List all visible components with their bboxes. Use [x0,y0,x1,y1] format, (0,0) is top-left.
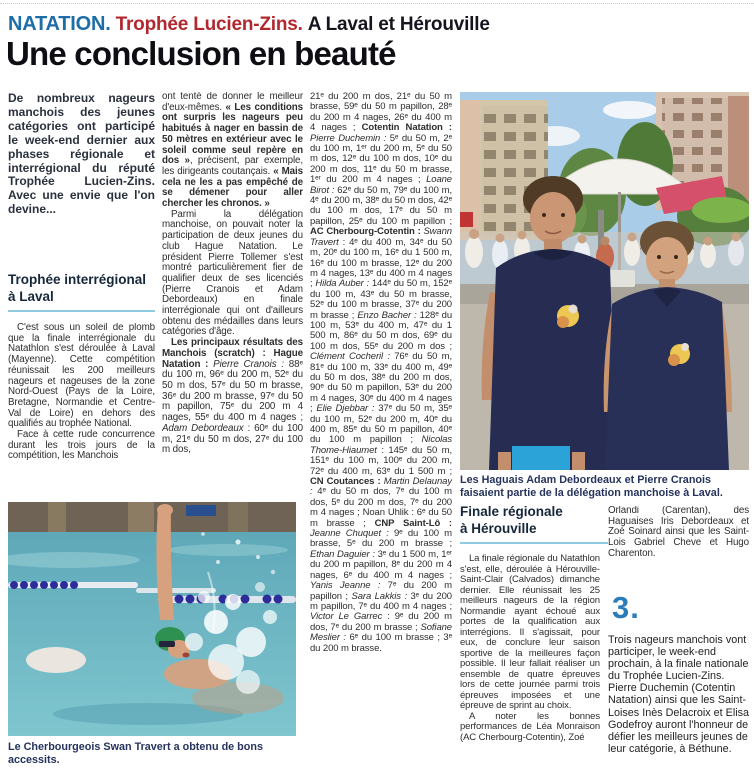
paragraph: Les principaux résultats des Manchois (scratch) : Hague Natation : Pierre Cranois : 88ᵉ du 100 m, 96ᵉ du 200 m, 52ᵉ du 50 m dos, 57ᵉ du 50 m brasse, 36ᵉ du 200 m brasse, 97ᵉ du 50 m papillon, 75ᵉ du 200 m 4 nages, 55ᵉ du 400 m 4 nages ; Adam Debordeaux : 60ᵉ du 100 m, 21ᵉ du 50 m dos, 27ᵉ du 100 m dos, [162,337,303,456]
kicker-trophy: Trophée Lucien-Zins. [115,14,303,35]
kicker-location: A Laval et Hérouville [307,14,490,35]
photo-caption-left: Le Cherbourgeois Swan Travert a obtenu de bons accessits. [8,741,263,766]
kicker-sport: NATATION. [8,13,111,35]
swimmers-portrait-illustration [460,92,749,470]
column-4 [460,554,600,766]
highlight-number: 3. [612,590,640,625]
paragraph: 21ᵉ du 200 m dos, 21ᵉ du 50 m brasse, 59ᵉ du 50 m papillon, 28ᵉ du 200 m 4 nages, 26ᵉ du 400 m 4 nages ; Cotentin Natation : Pierre Duchemin : 5ᵉ du 50 m, 2ᵉ du 100 m, 1ᵉʳ du 200 m, 5ᵉ du 50 m dos, 12ᵉ du 100 m dos, 10ᵉ du 200 m dos, 11ᵉ du 50 m brasse, 1ᵉʳ du 200 m 4 nages ; Loane Birot : 62ᵉ du 50 m, 79ᵉ du 100 m, 4ᵉ du 200 m, 38ᵉ du 50 m dos, 42ᵉ du 100 m dos, 17ᵉ du 50 m papillon, 25ᵉ du 100 m papillon ; AC Cherbourg-Cotentin : Swann Travert : 4ᵉ du 400 m, 34ᵉ du 50 m, 20ᵉ du 100 m, 16ᵉ du 1 500 m, 16ᵉ du 100 m brasse, 12ᵉ du 200 m 4 nages, 13ᵉ du 400 m 4 nages ; Hilda Auber : 144ᵉ du 50 m, 152ᵉ du 100 m, 43ᵉ du 50 m brasse, 52ᵉ du 100 m brasse, 37ᵉ du 200 m brasse ; Enzo Bacher : 128ᵉ du 100 m, 53ᵉ du 400 m, 47ᵉ du 1 500 m, 86ᵉ du 50 m dos, 69ᵉ du 100 m dos, 55ᵉ du 200 m dos ; Clément Cocheril : 76ᵉ du 50 m, 81ᵉ du 100 m, 33ᵉ du 400 m, 49ᵉ du 50 m dos, 38ᵉ du 200 m dos, 90ᵉ du 50 m papillon, 53ᵉ du 200 m 4 nages, 30ᵉ du 400 m 4 nages ; Elie Djebbar : 37ᵉ du 50 m, 35ᵉ du 100 m, 52ᵉ du 200 m, 40ᵉ du 400 m, 85ᵉ du 50 m papillon, 40ᵉ du 100 m papillon ; Nicolas Thome-Hiaumet : 145ᵉ du 50 m, 151ᵉ du 100 m, 100ᵉ du 200 m, 72ᵉ du 400 m, 63ᵉ du 1 500 m ; CN Coutances : Martin Delaunay : 4ᵉ du 50 m dos, 7ᵉ du 100 m dos, 5ᵉ du 200 m dos, 7ᵉ du 200 m 4 nages ; Noan Uhlik : 6ᵉ du 50 m brasse ; CNP Saint-Lô : Jeanne Chuquet : 9ᵉ du 100 m brasse, 5ᵉ du 200 m brasse ; Ethan Daguier : 3ᵉ du 1 500 m, 1ᵉʳ du 200 m papillon, 8ᵉ du 200 m 4 nages, 6ᵉ du 400 m 4 nages ; Yanis Jeanne : 7ᵉ du 200 m papillon ; Sara Lakkis : 3ᵉ du 200 m papillon, 7ᵉ du 400 m 4 nages ; Victor Le Garrec : 9ᵉ du 200 m dos, 7ᵉ du 200 m brasse ; Sofiane Meslier : 6ᵉ du 100 m brasse ; 3ᵉ du 200 m brasse. [310,92,452,654]
lede: De nombreux nageurs manchois des jeunes catégories ont participé le week-end dernier aux phases régionale et interrégional du réputé Trophée Lucien-Zins. Avec une envie que l'on devine... [8,91,155,217]
swimmer-photo [8,502,296,736]
section-heading-herouville [460,504,608,544]
headline: Une conclusion en beauté [6,35,396,72]
swimmers-portrait-photo [460,92,749,470]
column-1 [8,323,155,498]
column-3-results [310,92,452,706]
section-rule [8,310,155,312]
column-2 [162,92,303,524]
paragraph: A noter les bonnes performances de Léa Monraison (AC Cherbourg-Cotentin), Zoé [460,710,600,743]
section-heading-line: à Laval [8,288,54,304]
section-heading-line: Finale régionale [460,504,563,519]
highlight-block [608,634,752,755]
paragraph: ont tenté de donner le meilleur d'eux-mêmes. « Les conditions ont surpris les nageurs peu habitués à nager en bassin de 50 mètres en extérieur avec le soleil comme seul repère en dos », précisent, par exemple, les dirigeants coutançais. « Mais cela ne les a pas empêché de se démener pour aller chercher les chronos. » [162,92,303,210]
paragraph: La finale régionale du Natathlon s'est, elle, déroulée à Hérouville-Saint-Clair (Calvados) dimanche dernier. Elle réunissait les 25 meilleurs nageurs de la région Normandie ayant échoué aux portes de la qualification aux interrégions. Il s'agissait, pour eux, de conclure leur saison sportive de la meilleures façon possible. Il leur fallait réaliser un ensemble de quatre épreuves lors de cette journée parmi trois épreuves imposées et une épreuve de sprint au choix. [460,554,600,711]
photo-caption-right: Les Haguais Adam Debordeaux et Pierre Cranois faisaient partie de la délégation manchoise à Laval. [460,474,723,499]
section-heading-line: Trophée interrégional [8,272,147,287]
top-divider [0,3,754,4]
column-5 [608,506,749,572]
paragraph: Parmi la délégation manchoise, on pouvait noter la participation de deux jeunes du club Hague Natation. Le président Pierre Tollemer s'est montré particulièrement fier de qualifier deux de ses licenciés (Pierre Cranois et Adam Debordeaux) en finale interrégionale qui ont d'ailleurs obtenu des médailles dans leurs catégories d'âge. [162,208,303,338]
paragraph: Trois nageurs manchois vont participer, le week-end prochain, à la finale nationale du Trophée Lucien-Zins. Pierre Duchemin (Cotentin Natation) ainsi que les Saint-Loises Inès Delacroix et Elisa Godefroy auront l'honneur de défier les meilleurs jeunes de leur catégorie, à Béthune. [608,634,750,755]
section-rule [460,542,608,544]
paragraph: C'est sous un soleil de plomb que la finale interrégionale du Natathlon s'est déroulée à Laval (Mayenne). Cette compétition réunissait les 200 meilleurs nageurs et nageuses de la zone Nord-Ouest (Pays de la Loire, Bretagne, Normandie et Centre-Val de Loire) en dehors des qualifiés au trophée National. [8,323,155,430]
paragraph: Face à cette rude concurrence durant les trois jours de la compétition, les Manchois [8,429,155,462]
swimmer-illustration [8,502,296,736]
paragraph: Orlandi (Carentan), des Haguaises Iris Debordeaux et Zoé Soinard ainsi que les Saint-Lois Gabriel Cheve et Hugo Charenton. [608,506,749,559]
section-heading-laval [8,272,155,312]
section-heading-line: à Hérouville [460,520,537,536]
kicker [8,13,490,36]
